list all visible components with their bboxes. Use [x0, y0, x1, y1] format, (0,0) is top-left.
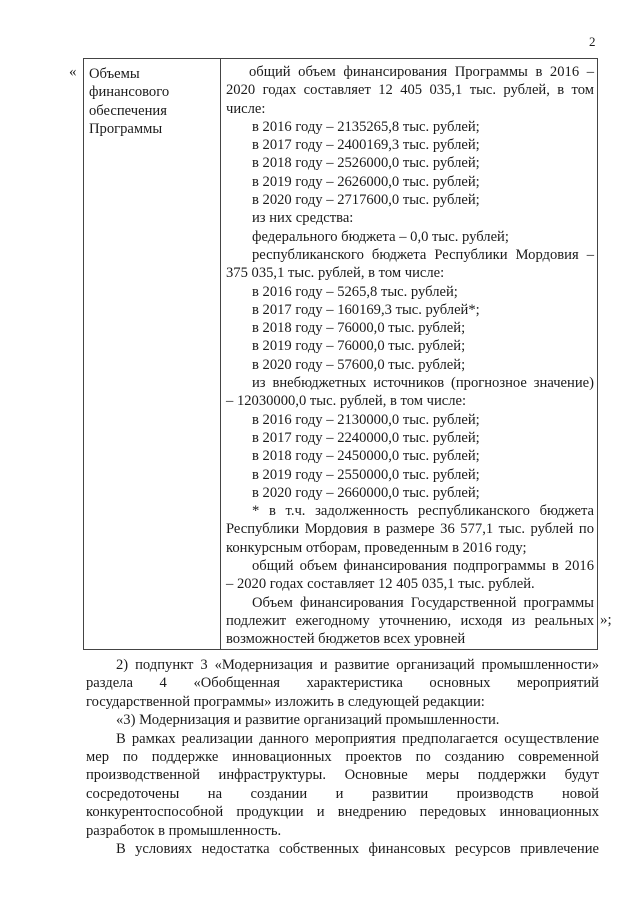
text-line: 2) подпункт 3 «Модернизация и развитие организаций промышленности»: [116, 657, 599, 673]
content-line: в 2018 году – 2526000,0 тыс. рублей;: [252, 155, 480, 172]
content-line: республиканского бюджета Республики Мордовия –: [252, 246, 594, 263]
content-line: в 2017 году – 2400169,3 тыс. рублей;: [252, 137, 480, 154]
content-line: общий объем финансирования Программы в 2016 –: [249, 64, 594, 80]
content-line: в 2016 году – 2130000,0 тыс. рублей;: [252, 411, 480, 428]
content-line: из них средства:: [252, 210, 354, 227]
program-passport-table: [83, 58, 598, 650]
content-line: – 12030000,0 тыс. рублей, в том числе:: [226, 393, 467, 410]
content-line: в 2020 году – 57600,0 тыс. рублей;: [252, 356, 466, 373]
label-line: обеспечения: [89, 102, 167, 119]
page-number: 2: [589, 34, 596, 49]
text-line: государственной программы» изложить в следующей редакции:: [86, 693, 485, 710]
content-line: в 2018 году – 2450000,0 тыс. рублей;: [252, 448, 480, 465]
text-line: разработок в промышленность.: [86, 822, 282, 839]
text-line: раздела 4 «Обобщенная характеристика основных мероприятий: [86, 675, 599, 692]
label-line: Программы: [89, 120, 163, 137]
paragraph-financing: [86, 840, 599, 858]
content-line: в 2019 году – 2626000,0 тыс. рублей;: [252, 173, 480, 190]
content-line: в 2016 году – 5265,8 тыс. рублей;: [252, 283, 458, 300]
text-line: мер по поддержке инновационных проектов по созданию современной: [86, 749, 599, 766]
text-line: сосредоточены на создании и развитии производств новой: [86, 785, 599, 802]
content-line: Объем финансирования Государственной программы: [252, 594, 594, 611]
paragraph-amendment: [86, 656, 599, 711]
content-line: числе:: [226, 100, 266, 117]
content-line: в 2016 году – 2135265,8 тыс. рублей;: [252, 118, 480, 135]
content-line: возможностей бюджетов всех уровней: [226, 631, 466, 648]
financing-content-cell: [221, 59, 598, 650]
closing-quote: »;: [600, 612, 612, 628]
content-line: общий объем финансирования подпрограммы в 2016: [252, 558, 594, 575]
content-line: в 2019 году – 2550000,0 тыс. рублей;: [252, 466, 480, 483]
content-line: в 2020 году – 2717600,0 тыс. рублей;: [252, 192, 480, 209]
content-line: * в т.ч. задолженность республиканского бюджета: [252, 503, 594, 520]
paragraph-section-title: [86, 711, 599, 729]
content-line: – 2020 годах составляет 12 405 035,1 тыс. рублей.: [226, 576, 535, 593]
content-line: из внебюджетных источников (прогнозное значение): [252, 375, 594, 392]
content-line: федерального бюджета – 0,0 тыс. рублей;: [252, 228, 509, 245]
content-line: 2020 годах составляет 12 405 035,1 тыс. рублей, в том: [226, 82, 594, 99]
text-line: производственной инфраструктуры. Основные меры поддержки будут: [86, 767, 599, 784]
content-line: подлежит ежегодному уточнению, исходя из реальных: [226, 612, 594, 629]
opening-quote: «: [69, 64, 77, 80]
text-line: В условиях недостатка собственных финансовых ресурсов привлечение: [116, 841, 599, 858]
content-line: в 2017 году – 2240000,0 тыс. рублей;: [252, 429, 480, 446]
content-line: 375 035,1 тыс. рублей, в том числе:: [226, 265, 445, 282]
text-line: «3) Модернизация и развитие организаций промышленности.: [116, 712, 500, 729]
document-body: [86, 656, 599, 858]
content-line: в 2018 году – 76000,0 тыс. рублей;: [252, 320, 466, 337]
content-line: в 2020 году – 2660000,0 тыс. рублей;: [252, 484, 480, 501]
content-line: конкурсным отборам, проведенным в 2016 году;: [226, 539, 527, 556]
content-line: в 2017 году – 160169,3 тыс. рублей*;: [252, 301, 480, 318]
label-line: финансового: [89, 84, 170, 101]
financing-label-cell: [84, 59, 221, 650]
paragraph-measures: [86, 730, 599, 840]
text-line: В рамках реализации данного мероприятия предполагается осуществление: [116, 730, 599, 747]
content-line: в 2019 году – 76000,0 тыс. рублей;: [252, 338, 466, 355]
label-line: Объемы: [89, 66, 140, 82]
text-line: конкурентоспособной продукции и внедрению передовых инновационных: [86, 804, 599, 821]
content-line: Республики Мордовия в размере 36 577,1 тыс. рублей по: [226, 521, 594, 538]
